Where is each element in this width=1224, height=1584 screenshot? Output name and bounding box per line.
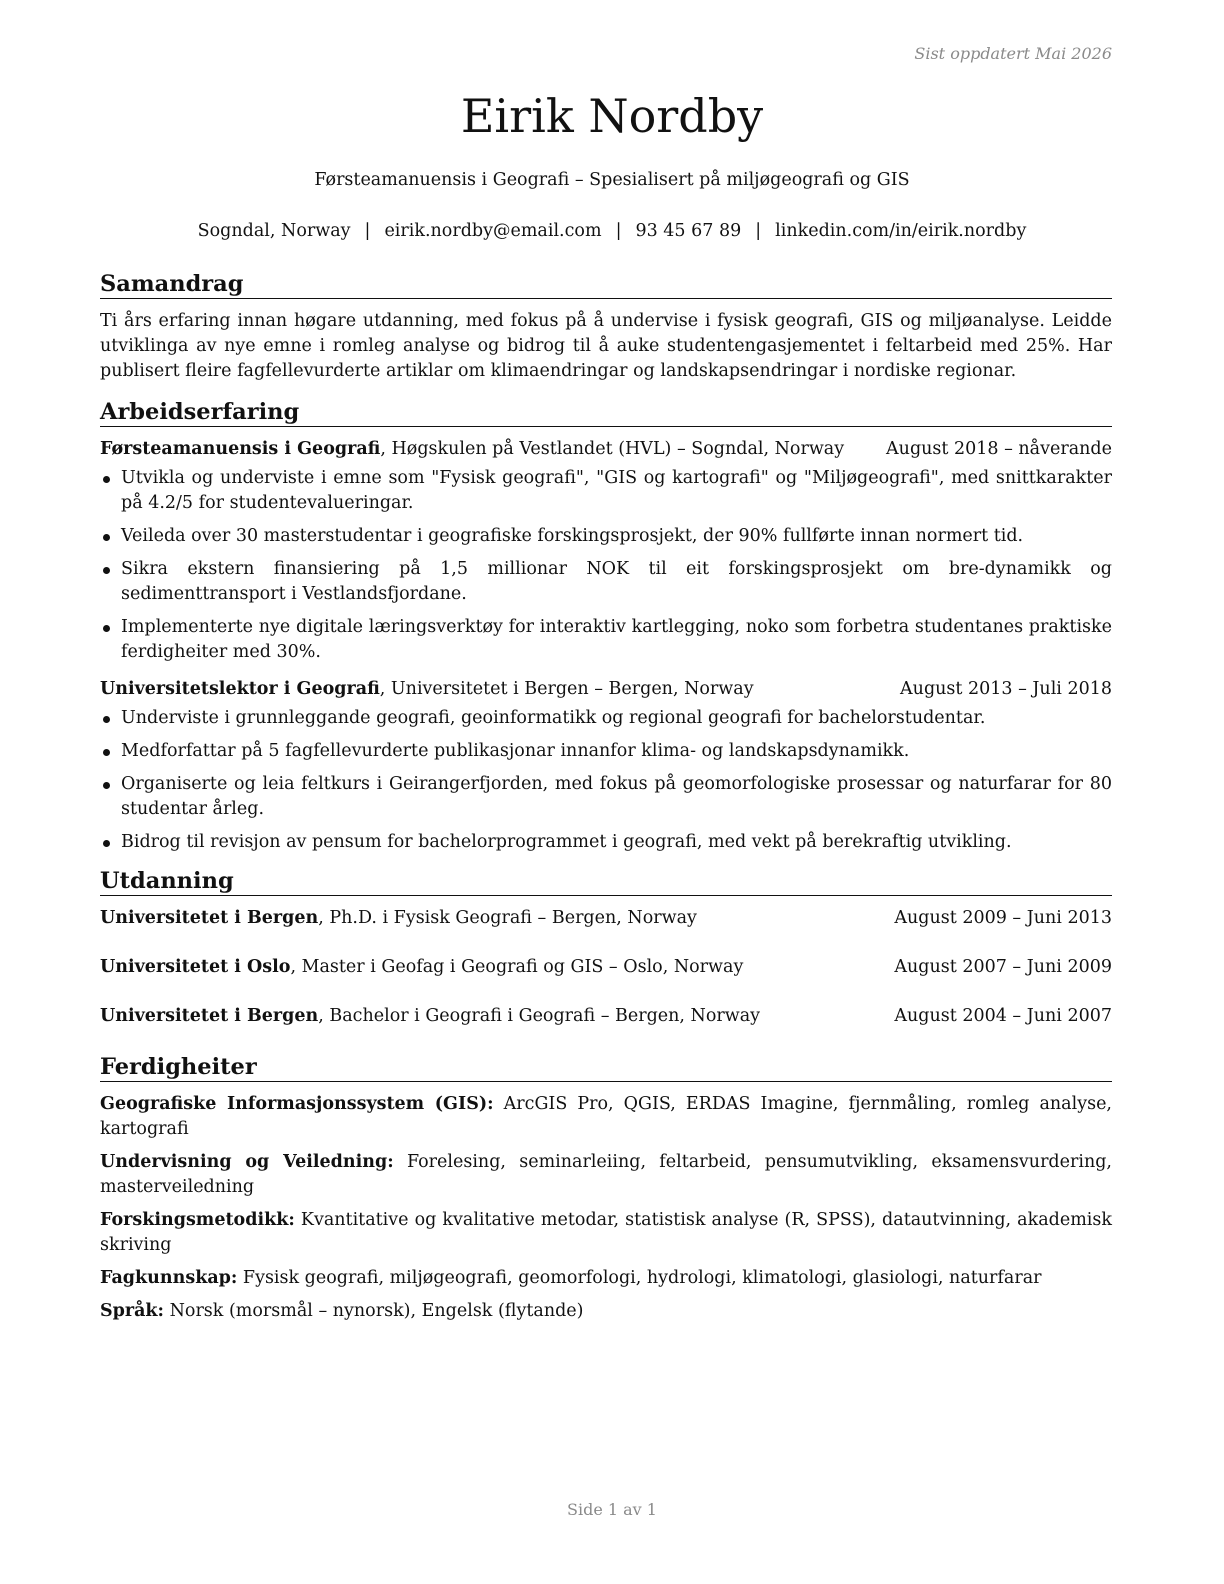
contact-linkedin[interactable]: linkedin.com/in/eirik.nordby (775, 221, 1027, 241)
section-title-experience: Arbeidserfaring (100, 398, 1112, 427)
job-bullet (100, 524, 1112, 549)
skill-entry (100, 1150, 1112, 1200)
bullet-icon (103, 782, 110, 789)
contact-separator: | (615, 221, 622, 241)
job-bullet-text: Medforfattar på 5 fagfellevurderte publikasjonar innanfor klima- og landskapsdynamikk. (121, 741, 910, 761)
bullet-icon (103, 840, 110, 847)
job-entry (100, 437, 1112, 665)
education-school: Universitetet i Oslo (100, 957, 291, 977)
job-bullet-text: Utvikla og underviste i emne som "Fysisk geografi", "GIS og kartografi" og "Miljøgeografi", med snittkarakter på 4.2/5 for studentevalueringar. (121, 468, 1112, 513)
job-dates: August 2013 – Juli 2018 (900, 679, 1112, 699)
job-bullet-text: Veileda over 30 masterstudentar i geografiske forskingsprosjekt, der 90% fullførte innan normert tid. (121, 526, 1024, 546)
education-entry (100, 906, 1112, 931)
job-role-place (100, 437, 844, 462)
skill-entry (100, 1299, 1112, 1324)
job-bullet (100, 830, 1112, 855)
skill-label: Fagkunnskap: (100, 1268, 238, 1288)
skill-label: Forskingsmetodikk: (100, 1210, 295, 1230)
skill-label: Språk: (100, 1301, 165, 1321)
skill-label: Geografiske Informasjonssystem (GIS): (100, 1094, 494, 1114)
person-name: Eirik Nordby (460, 89, 764, 143)
education-school: Universitetet i Bergen (100, 908, 319, 928)
job-bullet-text: Underviste i grunnleggande geografi, geoinformatikk og regional geografi for bachelorstudentar. (121, 708, 986, 728)
education-school: Universitetet i Bergen (100, 1006, 319, 1026)
job-place: , Høgskulen på Vestlandet (HVL) – Sogndal, Norway (380, 439, 845, 459)
job-title-subtitle: Førsteamanuensis i Geografi – Spesialisert på miljøgeografi og GIS (314, 170, 910, 190)
bullet-icon (103, 476, 110, 483)
job-role: Førsteamanuensis i Geografi (100, 439, 381, 459)
skill-label: Undervisning og Veiledning: (100, 1152, 394, 1172)
contact-separator: | (755, 221, 762, 241)
job-role-place (100, 677, 754, 702)
education-detail: , Bachelor i Geografi i Geografi – Bergen, Norway (318, 1006, 761, 1026)
section-title-education: Utdanning (100, 867, 1112, 896)
skill-value: Forelesing, seminarleiing, feltarbeid, pensumutvikling, eksamensvurdering, masterveiledning (100, 1152, 1112, 1197)
skill-entry (100, 1092, 1112, 1142)
job-bullet-text: Sikra ekstern finansiering på 1,5 millionar NOK til eit forskingsprosjekt om bre-dynamikk og sedimenttransport i Vestlandsfjordane. (121, 559, 1112, 604)
education-dates: August 2004 – Juni 2007 (894, 1006, 1112, 1026)
education-school-detail (100, 906, 697, 931)
education-entry (100, 955, 1112, 980)
contact-email[interactable]: eirik.nordby@email.com (384, 221, 602, 241)
job-bullet-text: Organiserte og leia feltkurs i Geirangerfjorden, med fokus på geomorfologiske prosessar og naturfarar for 80 studentar årleg. (121, 774, 1112, 819)
education-detail: , Master i Geofag i Geografi og GIS – Oslo, Norway (290, 957, 744, 977)
contact-separator: | (364, 221, 371, 241)
education-entry (100, 1004, 1112, 1029)
education-dates: August 2007 – Juni 2009 (894, 957, 1112, 977)
education-detail: , Ph.D. i Fysisk Geografi – Bergen, Norway (318, 908, 697, 928)
bullet-icon (103, 749, 110, 756)
education-dates: August 2009 – Juni 2013 (894, 908, 1112, 928)
job-bullet-text: Implementerte nye digitale læringsverktøy for interaktiv kartlegging, noko som forbetra studentanes praktiske ferdigheiter med 30%. (121, 617, 1112, 662)
education-school-detail (100, 955, 743, 980)
skill-entry (100, 1266, 1112, 1291)
job-bullets (100, 466, 1112, 665)
skill-entry (100, 1208, 1112, 1258)
job-bullet (100, 739, 1112, 764)
bullet-icon (103, 625, 110, 632)
skill-value: Fysisk geografi, miljøgeografi, geomorfologi, hydrologi, klimatologi, glasiologi, naturfarar (237, 1268, 1042, 1288)
skill-value: Norsk (morsmål – nynorsk), Engelsk (flytande) (164, 1301, 584, 1321)
job-bullet (100, 466, 1112, 516)
skill-value: Kvantitative og kvalitative metodar, statistisk analyse (R, SPSS), datautvinning, akademisk skriving (100, 1210, 1112, 1255)
education-school-detail (100, 1004, 760, 1029)
summary-text: Ti års erfaring innan høgare utdanning, med fokus på å undervise i fysisk geografi, GIS og miljøanalyse. Leidde utviklinga av nye emne i romleg analyse og bidrog til å auke studentengasjementet i feltarbeid med 25%. Har publisert fleire fagfellevurderte artiklar om klimaendringar og landskapsendringar i nordiske regionar. (100, 311, 1112, 381)
job-bullet (100, 706, 1112, 731)
job-header (100, 677, 1112, 702)
job-entry (100, 677, 1112, 855)
last-updated: Sist oppdatert Mai 2026 (914, 44, 1112, 63)
job-bullet (100, 772, 1112, 822)
job-bullet-text: Bidrog til revisjon av pensum for bachelorprogrammet i geografi, med vekt på berekraftig utvikling. (121, 832, 1012, 852)
job-header (100, 437, 1112, 462)
section-title-summary: Samandrag (100, 270, 1112, 299)
job-bullet (100, 615, 1112, 665)
bullet-icon (103, 567, 110, 574)
contact-location: Sogndal, Norway (197, 221, 351, 241)
job-role: Universitetslektor i Geografi (100, 679, 380, 699)
bullet-icon (103, 716, 110, 723)
job-bullet (100, 557, 1112, 607)
job-dates: August 2018 – nåverande (886, 439, 1112, 459)
section-title-skills: Ferdigheiter (100, 1053, 1112, 1082)
contact-line (0, 219, 1224, 243)
page-number: Side 1 av 1 (567, 1500, 657, 1519)
skill-value: ArcGIS Pro, QGIS, ERDAS Imagine, fjernmåling, romleg analyse, kartografi (100, 1094, 1112, 1139)
job-place: , Universitetet i Bergen – Bergen, Norway (379, 679, 754, 699)
bullet-icon (103, 534, 110, 541)
contact-phone: 93 45 67 89 (635, 221, 742, 241)
cv-content (100, 270, 1112, 1332)
job-bullets (100, 706, 1112, 855)
